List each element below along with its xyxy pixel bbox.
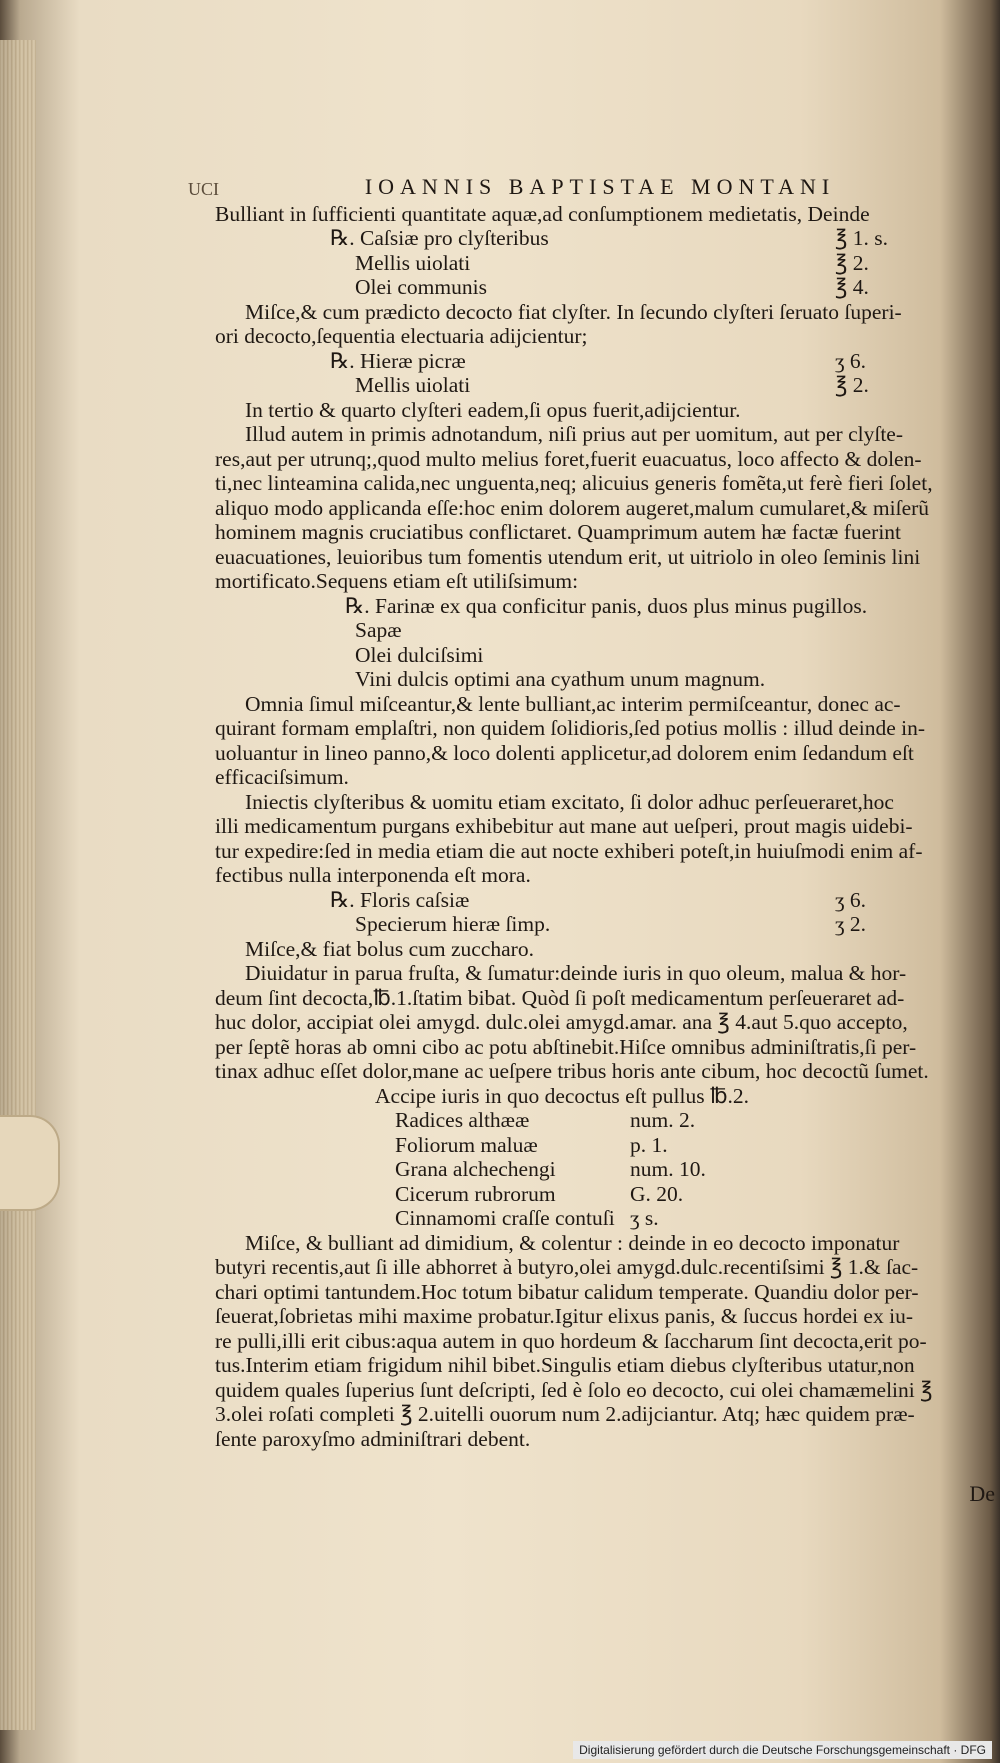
text-line: tur expedire:ſed in media etiam die aut nocte exhiberi poteſt,in huiuſmodi enim af-	[215, 838, 923, 863]
text-line: Miſce,& cum prædicto decocto fiat clyſter. In ſecundo clyſteri ſeruato ſuperi-	[245, 299, 902, 324]
page-number: UCI	[188, 179, 219, 199]
ingredient-dose: ℥ 2.	[835, 250, 869, 275]
ingredient-dose: ℥ 1. s.	[835, 226, 889, 250]
text-line: Sapæ	[355, 618, 402, 642]
book-clasp	[0, 1115, 60, 1211]
text-line: ſeuerat,ſobrietas mihi maxime probatur.Igitur elixus panis, & ſuccus hordei ex iu-	[215, 1304, 913, 1328]
ingredient-name: ℞. Hieræ picræ	[330, 348, 466, 373]
text-line	[215, 226, 985, 251]
text-line: quidem quales ſuperius ſunt deſcripti, ſed è ſolo eo decocto, cui olei chamæmelini ℥	[215, 1377, 933, 1402]
text-line: Bulliant in ſufficienti quantitate aquæ,ad conſumptionem medietatis, Deinde	[215, 201, 870, 226]
text-line: deum ſint decocta,℔.1.ſtatim bibat. Quòd ſi poſt medicamentum perſeueraret ad-	[215, 985, 905, 1010]
ingredient-dose: p. 1.	[630, 1132, 668, 1157]
ingredient-dose: G. 20.	[630, 1181, 684, 1206]
text-line	[215, 1108, 985, 1133]
text-line: Iniectis clyſteribus & uomitu etiam excitato, ſi dolor adhuc perſeueraret,hoc	[245, 789, 894, 814]
text-line: efficaciſsimum.	[215, 765, 349, 789]
text-line: hominem magnis cruciatibus conflictaret. Quamprimum autem hæ factæ fuerint	[215, 520, 902, 544]
text-line: euacuationes, leuioribus tum fomentis utendum erit, ut uitriolo in oleo ſeminis lini	[215, 544, 921, 569]
text-line: Miſce, & bulliant ad dimidium, & colentur : deinde in eo decocto imponatur	[245, 1230, 900, 1255]
text-line	[215, 1206, 985, 1231]
text-line: Diuidatur in parua fruſta, & ſumatur:deinde iuris in quo oleum, malua & hor-	[245, 961, 907, 985]
ingredient-dose: ʒ 6.	[835, 887, 867, 912]
text-line	[215, 1182, 985, 1207]
text-line: uoluantur in lineo panno,& loco dolenti applicetur,ad dolorem enim ſedandum eſt	[215, 740, 914, 765]
text-line	[215, 912, 985, 937]
ingredient-name: Grana alchechengi	[395, 1157, 556, 1181]
ingredient-dose: num. 10.	[630, 1157, 706, 1181]
text-line: Olei dulciſsimi	[355, 642, 484, 667]
ingredient-dose: ℥ 4.	[835, 275, 869, 299]
text-line: Illud autem in primis adnotandum, niſi prius aut per uomitum, aut per clyſte-	[245, 422, 904, 446]
text-line	[215, 349, 985, 374]
text-line: butyri recentis,aut ſi ille abhorret à butyro,olei amygd.dulc.recentiſsimi ℥ 1.& ſac-	[215, 1255, 919, 1279]
ingredient-name: Mellis uiolati	[355, 250, 471, 275]
running-head: IOANNIS BAPTISTAE MONTANI	[364, 174, 836, 199]
text-line: quirant formam emplaſtri, non quidem ſolidioris,ſed potius mollis : illud deinde in-	[215, 716, 926, 740]
text-line: tinax adhuc eſſet dolor,mane ac ueſpere tribus horis ante cibum, hoc decoctũ ſumet.	[215, 1059, 929, 1083]
ingredient-dose: num. 2.	[630, 1108, 696, 1132]
text-line: res,aut per utrunq;,quod multo melius foret,fuerit euacuatus, loco affecto & dolen-	[215, 446, 922, 471]
text-line: per ſeptẽ horas ab omni cibo ac potu abſtinebit.Hiſce omnibus adminiſtratis,ſi per-	[215, 1034, 917, 1059]
text-line	[215, 275, 985, 300]
text-line	[215, 1133, 985, 1158]
text-line: huc dolor, accipiat olei amygd. dulc.olei amygd.amar. ana ℥ 4.aut 5.quo accepto,	[215, 1010, 908, 1034]
ingredient-name: Specierum hieræ ſimp.	[355, 912, 551, 936]
text-block	[188, 174, 995, 1506]
text-line: re pulli,illi erit cibus:aqua autem in quo hordeum & ſaccharum ſint decocta,erit po-	[215, 1328, 927, 1353]
text-line	[215, 1157, 985, 1182]
text-line: ſente paroxyſmo adminiſtrari debent.	[215, 1426, 531, 1451]
page-edges	[0, 40, 36, 1730]
ingredient-dose: ʒ 6.	[835, 348, 867, 373]
text-line: ℞. Farinæ ex qua conficitur panis, duos plus minus pugillos.	[345, 593, 868, 618]
text-line: Vini dulcis optimi ana cyathum unum magnum.	[355, 667, 766, 691]
ingredient-name: Foliorum maluæ	[395, 1132, 538, 1157]
ingredient-name: Olei communis	[355, 275, 487, 299]
ingredient-name: Radices althææ	[395, 1108, 530, 1132]
ingredient-dose: ʒ 2.	[835, 912, 867, 936]
ingredient-dose: ʒ s.	[630, 1206, 659, 1230]
ingredient-dose: ℥ 2.	[835, 373, 869, 397]
dfg-credit: Digitalisierung gefördert durch die Deutsche Forschungsgemeinschaft · DFG	[573, 1741, 992, 1759]
text-line	[215, 373, 985, 398]
text-line: chari optimi tantundem.Hoc totum bibatur calidum temperate. Quandiu dolor per-	[215, 1279, 919, 1304]
text-line: 3.olei roſati completi ℥ 2.uitelli ouorum num 2.adijciantur. Atq; hæc quidem præ-	[215, 1402, 915, 1426]
ingredient-name: ℞. Floris caſsiæ	[330, 887, 470, 912]
text-line: mortificato.Sequens etiam eſt utiliſsimum:	[215, 569, 579, 593]
text-line: Omnia ſimul miſceantur,& lente bulliant,ac interim permiſceantur, donec ac-	[245, 691, 901, 716]
text-line: fectibus nulla interponenda eſt mora.	[215, 863, 531, 887]
text-line: In tertio & quarto clyſteri eadem,ſi opus fuerit,adijcientur.	[245, 397, 741, 422]
text-line: ti,nec linteamina calida,nec unguenta,neq; alicuius generis fomẽta,ut ferè fieri ſolet,	[215, 471, 933, 495]
ingredient-name: Mellis uiolati	[355, 373, 471, 397]
text-line	[215, 251, 985, 276]
text-line: aliquo modo applicanda eſſe:hoc enim dolorem augeret,malum cumularet,& miſerũ	[215, 495, 930, 520]
text-line: ori decocto,ſequentia electuaria adijcientur;	[215, 324, 588, 348]
text-line: tus.Interim etiam frigidum nihil bibet.Singulis etiam diebus clyſteribus utatur,non	[215, 1353, 915, 1377]
text-lines	[215, 202, 985, 1452]
text-line: Miſce,& fiat bolus cum zuccharo.	[245, 936, 534, 961]
text-line: Accipe iuris in quo decoctus eſt pullus ℔.2.	[375, 1083, 750, 1108]
catchword: De	[969, 1480, 995, 1506]
ingredient-name: ℞. Caſsiæ pro clyſteribus	[330, 226, 549, 250]
ingredient-name: Cicerum rubrorum	[395, 1181, 556, 1206]
ingredient-name: Cinnamomi craſſe contuſi	[395, 1206, 615, 1230]
text-line: illi medicamentum purgans exhibebitur aut mane aut ueſperi, prout magis uidebi-	[215, 814, 913, 838]
text-line	[215, 888, 985, 913]
